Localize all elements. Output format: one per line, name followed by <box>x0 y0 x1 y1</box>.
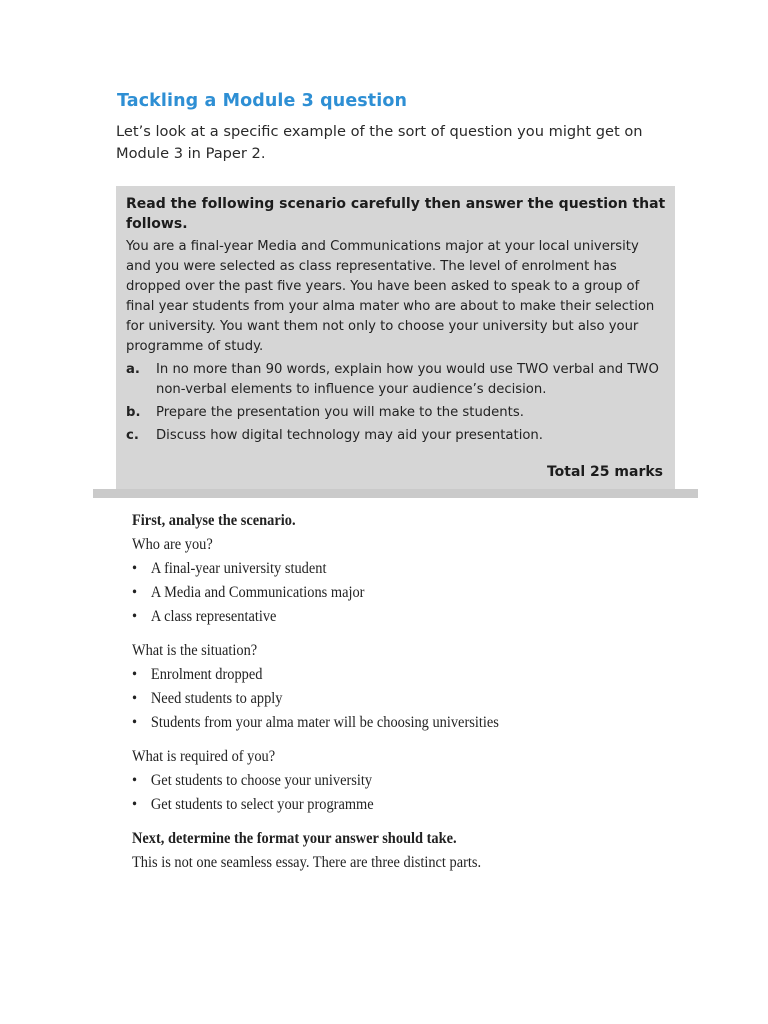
task-item-b <box>126 403 666 423</box>
task-letter: b. <box>126 405 141 420</box>
format-text: This is not one seamless essay. There are three distinct parts. <box>132 854 482 871</box>
list-item: • Get students to choose your university <box>132 769 636 793</box>
analysis-heading: First, analyse the scenario. <box>132 512 296 529</box>
task-text: Discuss how digital technology may aid your presentation. <box>156 428 543 443</box>
list-item: • Enrolment dropped <box>132 663 636 687</box>
section-heading: Tackling a Module 3 question <box>117 91 408 111</box>
situation-list <box>132 663 692 735</box>
total-marks: Total 25 marks <box>546 464 663 480</box>
list-item: • A class representative <box>132 605 636 629</box>
task-letter: a. <box>126 362 140 377</box>
intro-paragraph: Let’s look at a specific example of the sort of question you might get on Module 3 in Paper 2. <box>116 123 643 162</box>
question-situation: What is the situation? <box>132 642 258 659</box>
list-item: • A final-year university student <box>132 557 636 581</box>
task-list <box>126 360 666 446</box>
task-item-a <box>126 360 666 400</box>
format-heading: Next, determine the format your answer should take. <box>132 830 457 847</box>
task-item-c <box>126 426 666 446</box>
scenario-content <box>126 194 666 449</box>
who-list <box>132 557 692 629</box>
list-item: • Need students to apply <box>132 687 636 711</box>
required-list <box>132 769 692 817</box>
analysis-section <box>132 509 692 875</box>
task-text: Prepare the presentation you will make to the students. <box>156 405 524 420</box>
list-item: • Get students to select your programme <box>132 793 636 817</box>
scenario-bottom-rule <box>93 489 698 498</box>
question-required: What is required of you? <box>132 748 276 765</box>
scenario-box <box>116 186 675 490</box>
list-item: • Students from your alma mater will be choosing universities <box>132 711 636 735</box>
scenario-title: Read the following scenario carefully then answer the question that follows. <box>126 196 666 232</box>
task-letter: c. <box>126 428 139 443</box>
question-who: Who are you? <box>132 536 213 553</box>
scenario-body: You are a final-year Media and Communications major at your local university and you were selected as class representative. The level of enrolment has dropped over the past five years. You have been asked to speak to a group of final year students from your alma mater who are about to make their selection for university. You want them not only to choose your university but also your programme of study. <box>126 239 655 354</box>
task-text: In no more than 90 words, explain how you would use TWO verbal and TWO non-verbal elements to influence your audience’s decision. <box>156 362 659 397</box>
list-item: • A Media and Communications major <box>132 581 636 605</box>
